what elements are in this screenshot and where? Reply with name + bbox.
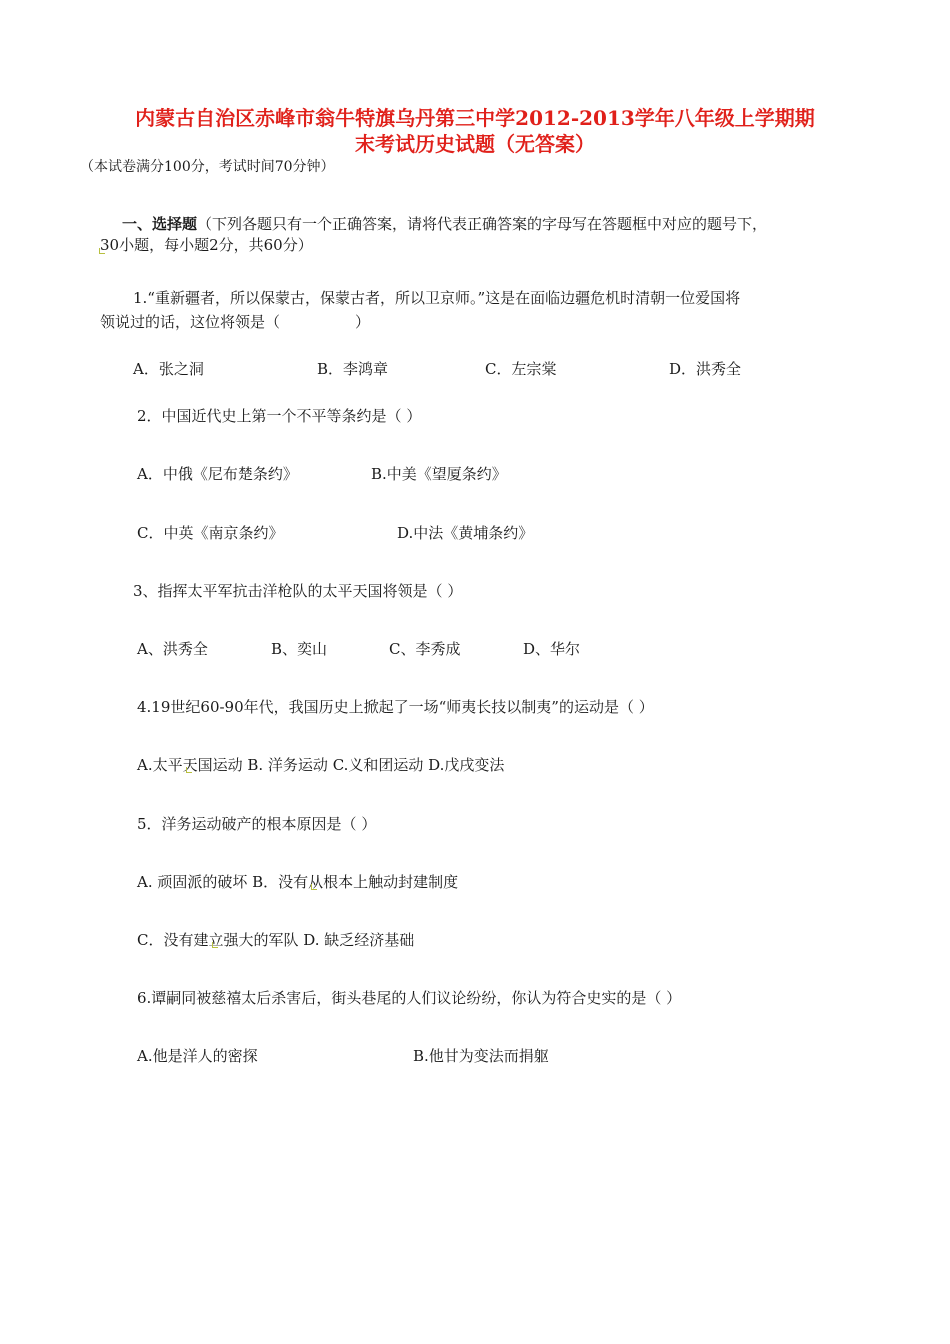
- editor-mark: [311, 884, 317, 890]
- editor-mark: [99, 248, 105, 254]
- question-3-option-d: D、华尔: [523, 640, 581, 658]
- question-1-option-d: D．洪秀全: [669, 360, 742, 378]
- question-4-options: A.太平天国运动 B. 洋务运动 C.义和团运动 D.戊戌变法: [137, 756, 505, 774]
- question-6-stem: 6.谭嗣同被慈禧太后杀害后，街头巷尾的人们议论纷纷，你认为符合史实的是（ ）: [137, 989, 682, 1007]
- exam-info: （本试卷满分100分，考试时间70分钟）: [80, 159, 335, 175]
- question-3-option-a: A、洪秀全: [137, 640, 208, 658]
- section-instructions-2: 30小题，每小题2分，共60分）: [100, 236, 313, 254]
- question-5-options-2: C．没有建立强大的军队 D. 缺乏经济基础: [137, 931, 415, 949]
- question-3-option-b: B、奕山: [271, 640, 328, 658]
- section-heading: 一、选择题: [122, 215, 198, 233]
- section-heading-line: [122, 214, 767, 234]
- editor-mark: [186, 767, 192, 773]
- question-2-option-a: A．中俄《尼布楚条约》: [137, 465, 298, 483]
- question-5-stem: 5．洋务运动破产的根本原因是（ ）: [137, 815, 377, 833]
- question-3-option-c: C、李秀成: [389, 640, 461, 658]
- section-instructions-1: （下列各题只有一个正确答案，请将代表正确答案的字母写在答题框中对应的题号下，: [197, 215, 768, 233]
- question-6-option-a: A.他是洋人的密探: [137, 1047, 258, 1065]
- question-4-stem: 4.19世纪60-90年代，我国历史上掀起了一场“师夷长技以制夷”的运动是（ ）: [137, 698, 654, 716]
- question-3-stem: 3、指挥太平军抗击洋枪队的太平天国将领是（ ）: [133, 582, 463, 600]
- question-5-options-1: A. 顽固派的破坏 B．没有从根本上触动封建制度: [137, 873, 459, 891]
- question-1-stem-1: 1.“重新疆者，所以保蒙古，保蒙古者，所以卫京师。”这是在面临边疆危机时清朝一位爱国将: [133, 289, 741, 307]
- document-title-line-1: 内蒙古自治区赤峰市翁牛特旗乌丹第三中学2012-2013学年八年级上学期期: [135, 106, 815, 130]
- document-title-line-2: 末考试历史试题（无答案）: [355, 132, 595, 156]
- question-2-option-c: C．中英《南京条约》: [137, 524, 284, 542]
- editor-mark: [212, 942, 218, 948]
- question-2-option-b: B.中美《望厦条约》: [371, 465, 507, 483]
- question-1-option-a: A．张之洞: [133, 360, 204, 378]
- question-2-stem: 2．中国近代史上第一个不平等条约是（ ）: [137, 407, 422, 425]
- question-1-option-b: B．李鸿章: [317, 360, 389, 378]
- question-2-option-d: D.中法《黄埔条约》: [397, 524, 534, 542]
- question-1-stem-2: 领说过的话，这位将领是（ ）: [100, 313, 371, 331]
- question-6-option-b: B.他甘为变法而捐躯: [413, 1047, 549, 1065]
- question-1-option-c: C．左宗棠: [485, 360, 557, 378]
